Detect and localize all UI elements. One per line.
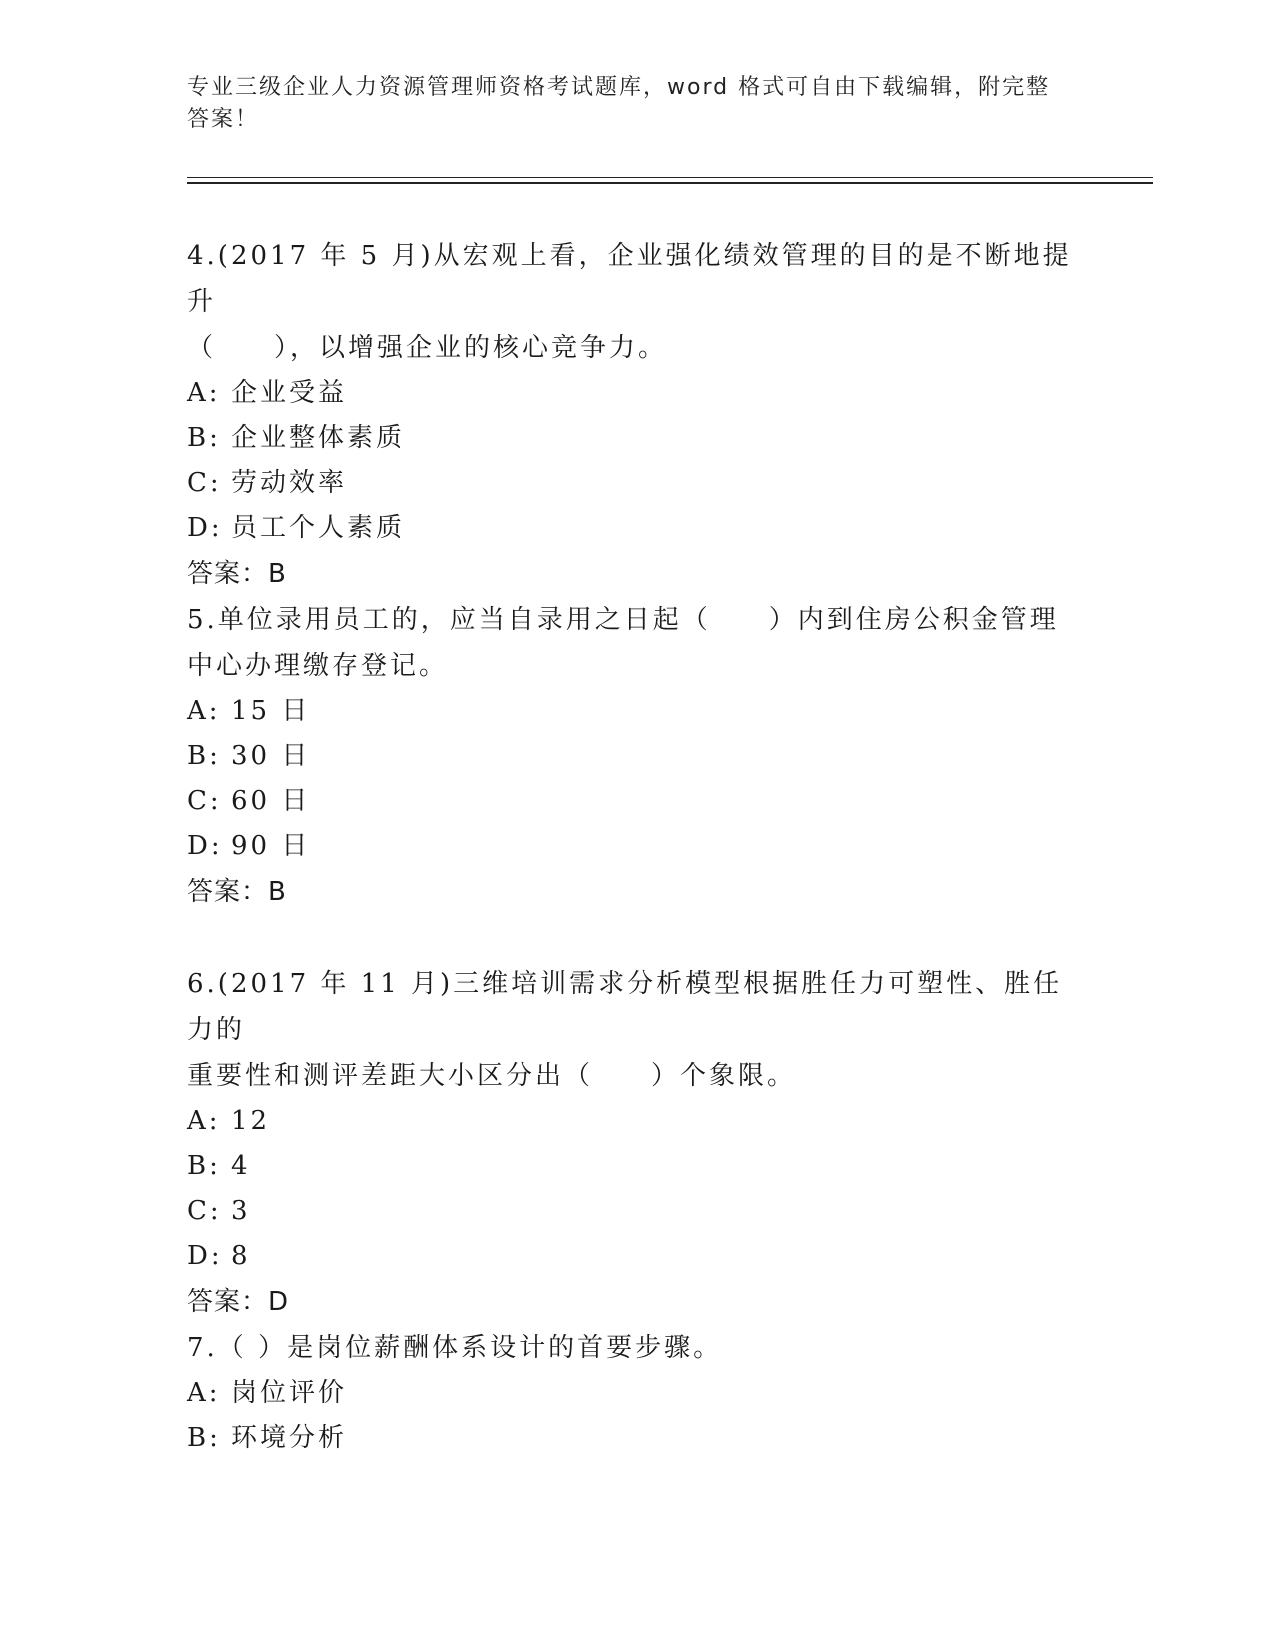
option-key: A: <box>187 1106 221 1136</box>
answer: 答案：D <box>187 1287 290 1317</box>
option-key: C: <box>187 468 222 498</box>
option-d <box>187 1234 1087 1279</box>
option-key: C: <box>187 786 222 816</box>
question-stem <box>187 597 1087 689</box>
question-7 <box>187 1325 1087 1461</box>
option-key: B: <box>187 741 221 771</box>
option-key: B: <box>187 1151 221 1181</box>
question-stem-line-1: 7.（ ）是岗位薪酬体系设计的首要步骤。 <box>187 1333 723 1363</box>
option-c <box>187 461 1087 506</box>
question-5 <box>187 597 1087 915</box>
option-text: 15 日 <box>231 696 311 726</box>
question-stem-line-2: （ ），以增强企业的核心竞争力。 <box>187 333 668 363</box>
option-text: 环境分析 <box>231 1423 348 1453</box>
option-text: 30 日 <box>231 741 311 771</box>
option-key: A: <box>187 378 221 408</box>
option-text: 4 <box>231 1151 251 1181</box>
question-stem-line-2: 重要性和测评差距大小区分出（ ）个象限。 <box>187 1061 797 1091</box>
option-key: C: <box>187 1196 222 1226</box>
question-stem <box>187 961 1087 1099</box>
option-text: 12 <box>231 1106 271 1136</box>
option-text: 员工个人素质 <box>231 513 406 543</box>
option-a <box>187 1371 1087 1416</box>
option-key: B: <box>187 1423 221 1453</box>
option-b <box>187 1416 1087 1461</box>
answer: 答案：B <box>187 559 287 589</box>
option-text: 60 日 <box>231 786 311 816</box>
option-a <box>187 689 1087 734</box>
option-text: 3 <box>231 1196 251 1226</box>
header-divider-bottom <box>187 182 1153 184</box>
question-stem <box>187 1325 1087 1371</box>
option-a <box>187 371 1087 416</box>
option-key: A: <box>187 696 221 726</box>
answer: 答案：B <box>187 877 287 907</box>
option-c <box>187 779 1087 824</box>
option-text: 企业整体素质 <box>231 423 406 453</box>
question-stem-line-1: 6.(2017 年 11 月)三维培训需求分析模型根据胜任力可塑性、胜任力的 <box>187 969 1063 1045</box>
option-b <box>187 416 1087 461</box>
option-b <box>187 734 1087 779</box>
option-key: A: <box>187 1378 221 1408</box>
option-text: 劳动效率 <box>231 468 348 498</box>
header-line-2: 答案！ <box>187 107 260 132</box>
option-key: D: <box>187 831 223 861</box>
option-c <box>187 1189 1087 1234</box>
header-line-1: 专业三级企业人力资源管理师资格考试题库，word 格式可自由下载编辑，附完整 <box>187 75 1051 100</box>
option-text: 岗位评价 <box>231 1378 348 1408</box>
question-stem-line-1: 4.(2017 年 5 月)从宏观上看，企业强化绩效管理的目的是不断地提升 <box>187 241 1072 317</box>
question-stem-line-2: 中心办理缴存登记。 <box>187 651 449 681</box>
option-text: 企业受益 <box>231 378 348 408</box>
option-key: B: <box>187 423 221 453</box>
option-text: 90 日 <box>231 831 311 861</box>
option-text: 8 <box>231 1241 251 1271</box>
question-6 <box>187 961 1087 1325</box>
question-stem-line-1: 5.单位录用员工的，应当自录用之日起（ ）内到住房公积金管理 <box>187 605 1059 635</box>
option-d <box>187 824 1087 869</box>
header-divider-top <box>187 177 1153 178</box>
option-b <box>187 1144 1087 1189</box>
question-stem <box>187 233 1087 371</box>
question-4 <box>187 233 1087 597</box>
option-d <box>187 506 1087 551</box>
document-header <box>187 72 1067 136</box>
option-a <box>187 1099 1087 1144</box>
option-key: D: <box>187 1241 223 1271</box>
option-key: D: <box>187 513 223 543</box>
